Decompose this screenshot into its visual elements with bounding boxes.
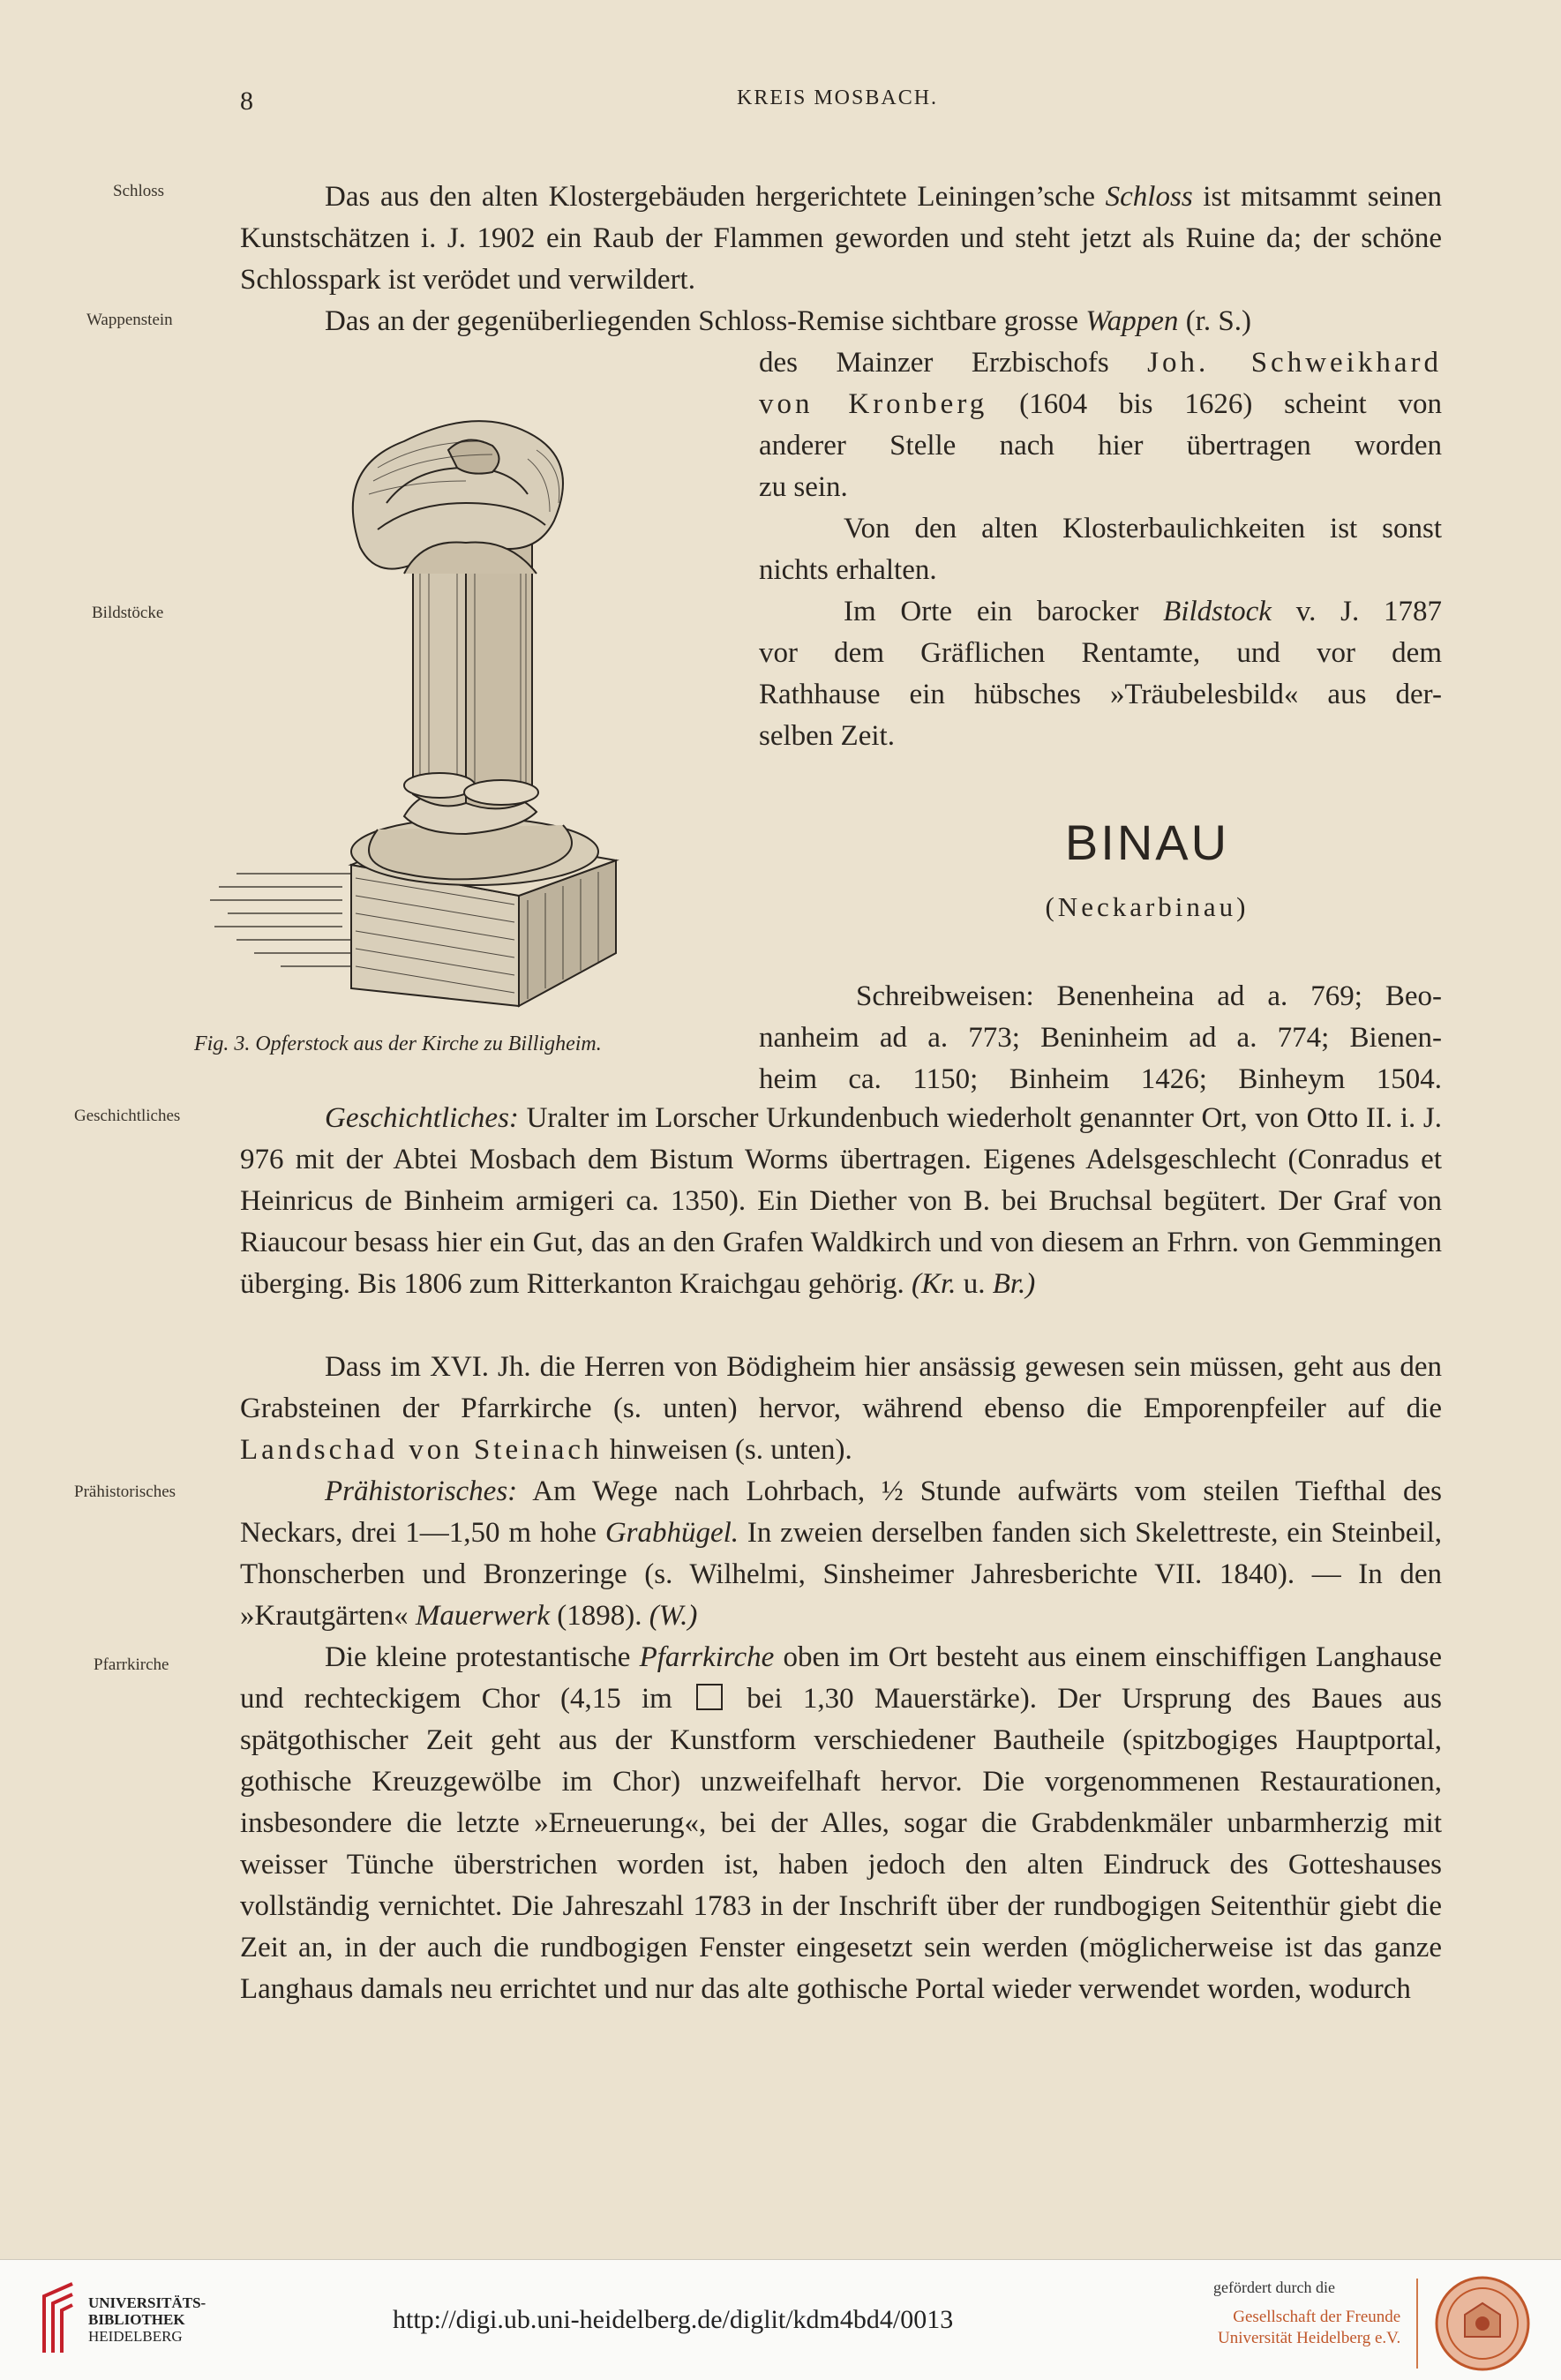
text-line: heim ca. 1150; Binheim 1426; Binheym 1504. bbox=[759, 1063, 1442, 1095]
page-number: 8 bbox=[240, 86, 254, 116]
margin-note-geschichtliches: Geschichtliches bbox=[74, 1107, 181, 1125]
library-name bbox=[88, 2294, 206, 2345]
text-run: Die kleine protestantische bbox=[325, 1641, 640, 1673]
text-line: selben Zeit. bbox=[759, 720, 895, 752]
sponsor-name-line: Universität Heidelberg e.V. bbox=[1218, 2329, 1401, 2347]
paragraph-bildstock bbox=[759, 591, 1442, 757]
paragraph-boedigheim bbox=[240, 1347, 1442, 1471]
text-run: Uralter im Lorscher Urkundenbuch wiederholt genannter Ort, von Otto II. i. J. 976 mit der Abtei Mosbach dem Bistum Worms übertragen. Eigenes Adelsgeschlecht (Conradus et Heinricus de Binheim armigeri ca. 1350). Ein Diether von B. bei Bruchsal begütert. Der Graf von Riaucour besass hier ein Gut, das an den Grafen Waldkirch und von diesem an Frhrn. von Gemmingen überging. Bis 1806 zum Ritterkanton Kraichgau gehörig. bbox=[240, 1102, 1442, 1300]
text-run: Dass im XVI. Jh. die Herren von Bödigheim hier ansässig gewesen sein müssen, geht aus den Grabsteinen der Pfarrkirche (s. unten) hervor, während ebenso die Emporenpfeiler auf die bbox=[240, 1351, 1442, 1424]
text-run: Im Orte ein barocker bbox=[844, 596, 1164, 627]
text-run: (1898). bbox=[549, 1600, 649, 1632]
library-name-line: HEIDELBERG bbox=[88, 2328, 183, 2345]
text-run: In zweien derselben fanden sich Skelettreste, ein Steinbeil, Thonscherben und Bronzeringe (s. Wilhelmi, Sinsheimer Jahresberichte VII. 1840). — In den »Krautgärten« bbox=[240, 1517, 1442, 1632]
text-line bbox=[759, 384, 1442, 425]
text-run: ist mitsammt seinen Kunstschätzen i. J. 1902 ein Raub der Flammen geworden und steht jetzt als Ruine da; der schöne Schlosspark ist verödet und verwildert. bbox=[240, 181, 1443, 296]
paragraph-wappen-column bbox=[759, 342, 1442, 508]
text-line: nichts erhalten. bbox=[759, 554, 937, 586]
text-line: nanheim ad a. 773; Beninheim ad a. 774; Bienen- bbox=[759, 1022, 1442, 1054]
university-seal-icon bbox=[1434, 2275, 1531, 2372]
text-line: vor dem Gräflichen Rentamte, und vor dem bbox=[759, 637, 1442, 669]
text-run: (1604 bis 1626) scheint von bbox=[987, 388, 1442, 420]
term-wappen: Wappen bbox=[1085, 305, 1179, 337]
text-run: Das aus den alten Klostergebäuden hergerichtete Leiningen’sche bbox=[325, 181, 1106, 213]
text-run: bei 1,30 Mauerstärke). Der Ursprung des Baues aus spätgothischer Zeit geht aus der Kunstform verschiedener Bautheile (spitzbogiges Hauptportal, gothische Kreuzgewölbe im Chor) unzweifelhaft hervor. Die vorgenommenen Restaurationen, insbesondere die letzte »Erneuerung«, bei der Alles, sogar die Grabdenkmäler unbarmherzig mit weisser Tünche überstrichen worden ist, haben jedoch den alten Eindruck des Gotteshauses vollständig vernichtet. Die Jahreszahl 1783 in der Inschrift über der rundbogigen Seitenthür giebt die Zeit an, in der auch die rundbogigen Fenster eingesetzt sein werden (möglicherweise ist das ganze Langhaus damals neu errichtet und nur das alte gothische Portal wieder verwendet worden, wodurch bbox=[240, 1683, 1442, 2005]
sponsor-label: gefördert durch die bbox=[1213, 2279, 1335, 2296]
term-mauerwerk: Mauerwerk bbox=[415, 1600, 550, 1632]
running-title: KREIS MOSBACH. bbox=[737, 86, 939, 109]
sponsor-name bbox=[1218, 2307, 1400, 2349]
footer-divider bbox=[1416, 2279, 1418, 2369]
library-name-line: BIBLIOTHEK bbox=[88, 2311, 185, 2328]
margin-note-praehistorisches: Prähistorisches bbox=[74, 1483, 176, 1501]
source-br: Br.) bbox=[992, 1268, 1036, 1300]
section-title: BINAU bbox=[1064, 815, 1230, 870]
name-schweikhard: Joh. Schweikhard bbox=[1147, 347, 1442, 379]
text-run: oben im Ort besteht aus einem einschiffigen Langhause und rechteckigem Chor (4,15 im bbox=[240, 1641, 1442, 1715]
text-run: Das an der gegenüberliegenden Schloss-Remise sichtbare grosse bbox=[325, 305, 1086, 337]
paragraph-praehistorisches bbox=[240, 1471, 1442, 1637]
text-run: hinweisen (s. unten). bbox=[602, 1434, 852, 1466]
margin-note-wappenstein: Wappenstein bbox=[86, 311, 173, 329]
text-line: Schreibweisen: Benenheina ad a. 769; Beo- bbox=[856, 980, 1442, 1012]
text-run: u. bbox=[956, 1268, 993, 1300]
term-schloss: Schloss bbox=[1105, 181, 1193, 213]
source-kr: (Kr. bbox=[912, 1268, 957, 1300]
paragraph-schreibweisen bbox=[759, 976, 1442, 1100]
name-landschad: Landschad von Steinach bbox=[240, 1434, 603, 1466]
paragraph-wappen-first-line bbox=[240, 301, 1442, 342]
source-w: (W.) bbox=[649, 1600, 698, 1632]
paragraph-klosterbaulichkeiten bbox=[759, 508, 1442, 591]
paragraph-schloss bbox=[240, 176, 1442, 301]
name-kronberg: von Kronberg bbox=[759, 388, 988, 420]
text-run: v. J. 1787 bbox=[1271, 596, 1443, 627]
text-line: Von den alten Klosterbaulichkeiten ist sonst bbox=[844, 513, 1442, 544]
term-grabhuegel: Grabhügel. bbox=[604, 1517, 739, 1549]
heading-geschichtliches: Geschichtliches: bbox=[325, 1102, 519, 1134]
text-line: Rathhause ein hübsches »Träubelesbild« aus der- bbox=[759, 679, 1442, 710]
text-run: Am Wege nach Lohrbach, ½ Stunde aufwärts vom steilen Tiefthal des Neckars, drei 1—1,50 m hohe bbox=[240, 1475, 1442, 1549]
square-symbol-icon bbox=[696, 1684, 723, 1710]
permalink-url[interactable]: http://digi.ub.uni-heidelberg.de/diglit/kdm4bd4/0013 bbox=[393, 2305, 954, 2334]
heading-praehistorisches: Prähistorisches: bbox=[325, 1475, 518, 1507]
term-pfarrkirche: Pfarrkirche bbox=[639, 1641, 775, 1673]
offering-stock-engraving bbox=[201, 371, 748, 1024]
section-subtitle: (Neckarbinau) bbox=[1045, 891, 1250, 922]
text-line: zu sein. bbox=[759, 471, 848, 503]
term-bildstock: Bildstock bbox=[1163, 596, 1272, 627]
text-line: anderer Stelle nach hier übertragen worden bbox=[759, 430, 1442, 462]
margin-note-schloss: Schloss bbox=[113, 182, 165, 200]
paragraph-pfarrkirche bbox=[240, 1637, 1442, 2010]
paragraph-geschichtliches bbox=[240, 1098, 1442, 1305]
figure-caption: Fig. 3. Opferstock aus der Kirche zu Billigheim. bbox=[194, 1032, 602, 1055]
library-name-line: UNIVERSITÄTS- bbox=[88, 2294, 206, 2311]
margin-note-pfarrkirche: Pfarrkirche bbox=[94, 1655, 169, 1674]
margin-note-bildstoecke: Bildstöcke bbox=[92, 604, 164, 622]
text-run: des Mainzer Erzbischofs bbox=[759, 347, 1148, 379]
text-line bbox=[759, 342, 1442, 384]
text-run: (r. S.) bbox=[1178, 305, 1251, 337]
sponsor-name-line: Gesellschaft der Freunde bbox=[1233, 2308, 1401, 2326]
text-line bbox=[759, 591, 1442, 633]
